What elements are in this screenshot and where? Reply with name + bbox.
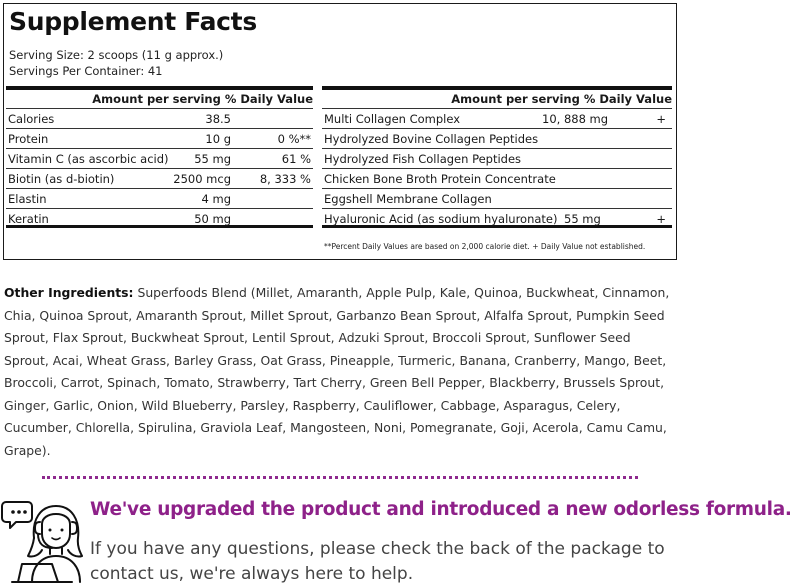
table-row (322, 148, 672, 168)
supplement-facts-panel (3, 3, 677, 260)
servings-per-container: Servings Per Container: 41 (9, 64, 163, 78)
ingredient-name: Chicken Bone Broth Protein Concentrate (324, 172, 556, 186)
nutrient-name: Calories (8, 112, 55, 126)
table-row (6, 148, 313, 168)
nutrient-name: Biotin (as d-biotin) (8, 172, 115, 186)
table-row (6, 188, 313, 208)
dotted-divider (42, 476, 638, 479)
table-row (322, 168, 672, 188)
table-row (322, 208, 672, 228)
right-facts-table (322, 90, 672, 230)
other-ingredients-text: Superfoods Blend (Millet, Amaranth, Apple Pulp, Kale, Quinoa, Buckwheat, Cinnamon, Chia, Quinoa Sprout, Amaranth Sprout, Millet Sprout, Garbanzo Bean Sprout, Alfalfa Sprout, Pumpkin Seed Sprout, Flax Sprout, Buckwheat Sprout, Lentil Sprout, Adzuki Sprout, Broccoli Sprout, Sunflower Seed Sprout, Acai, Wheat Grass, Barley Grass, Oat Grass, Pineapple, Turmeric, Banana, Cranberry, Mango, Beet, Broccoli, Carrot, Spinach, Tomato, Strawberry, Tart Cherry, Green Bell Pepper, Blackberry, Brussels Sprout, Ginger, Garlic, Onion, Wild Blueberry, Parsley, Raspberry, Cauliflower, Cabbage, Asparagus, Celery, Cucumber, Chlorella, Spirulina, Graviola Leaf, Mangosteen, Noni, Pomegranate, Goji, Acerola, Camu Camu, Grape). (4, 285, 670, 458)
nutrient-dv: 61 % (281, 152, 311, 166)
customer-support-icon (2, 494, 86, 584)
nutrient-amount: 55 mg (194, 152, 231, 166)
right-table-header: Amount per serving % Daily Value (451, 92, 672, 106)
ingredient-amount: 55 mg (564, 212, 601, 226)
serving-size: Serving Size: 2 scoops (11 g approx.) (9, 48, 224, 62)
contact-message: If you have any questions, please check the back of the package to contact us, we're always here to help. (90, 539, 665, 584)
nutrient-name: Protein (8, 132, 49, 146)
nutrient-name: Elastin (8, 192, 47, 206)
nutrient-amount: 2500 mcg (173, 172, 231, 186)
ingredient-name: Hydrolyzed Fish Collagen Peptides (324, 152, 522, 166)
table-row (6, 168, 313, 188)
ingredient-name: Hydrolyzed Bovine Collagen Peptides (324, 132, 539, 146)
table-row (6, 128, 313, 148)
nutrient-dv: 0 %** (277, 132, 311, 146)
left-facts-table (6, 90, 313, 230)
facts-footnote: **Percent Daily Values are based on 2,000 calorie diet. + Daily Value not established. (324, 242, 646, 251)
facts-title: Supplement Facts (9, 7, 257, 36)
ingredient-dv: + (656, 112, 666, 126)
nutrient-name: Keratin (8, 212, 49, 226)
left-table-header: Amount per serving % Daily Value (92, 92, 313, 106)
ingredient-name: Multi Collagen Complex (324, 112, 461, 126)
upgrade-headline: We've upgraded the product and introduced a new odorless formula. (90, 499, 792, 520)
ingredient-name: Hyaluronic Acid (as sodium hyaluronate) (324, 212, 558, 226)
table-row (322, 128, 672, 148)
table-row (322, 108, 672, 128)
nutrient-amount: 38.5 (205, 112, 231, 126)
table-row (6, 108, 313, 128)
ingredient-amount: 10, 888 mg (542, 112, 609, 126)
other-ingredients (4, 282, 677, 462)
nutrient-name: Vitamin C (as ascorbic acid) (8, 152, 169, 166)
nutrient-amount: 10 g (205, 132, 231, 146)
ingredient-name: Eggshell Membrane Collagen (324, 192, 492, 206)
nutrient-amount: 50 mg (194, 212, 231, 226)
table-row (322, 188, 672, 208)
table-row (6, 208, 313, 228)
nutrient-dv: 8, 333 % (259, 172, 311, 186)
nutrient-amount: 4 mg (201, 192, 231, 206)
ingredient-dv: + (656, 212, 666, 226)
other-ingredients-label: Other Ingredients: (4, 285, 134, 300)
